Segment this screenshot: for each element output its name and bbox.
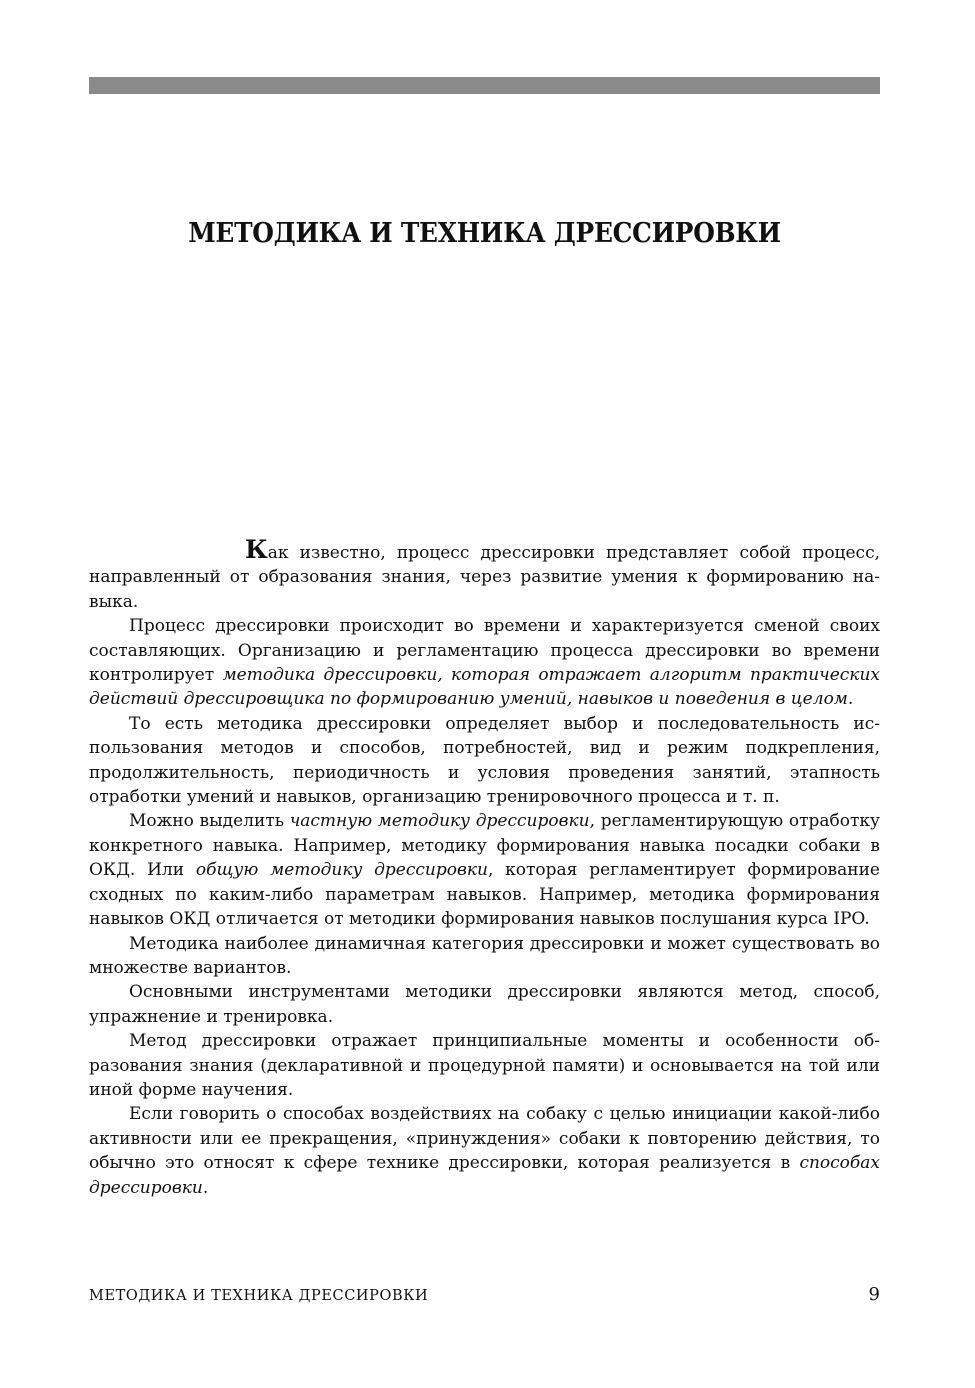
paragraph-4-middle: , регламентирующую отработку конкретного навыка. Например, методику формирования навыка посадки собаки в ОКД. Или (89, 811, 880, 881)
paragraph-1-text: ак известно, процесс дрессировки представляет собой процесс, направленный от образования знания, через развитие умения к формированию навыка. (89, 543, 880, 612)
paragraph-8-italic: способах дрессировки (89, 1153, 880, 1198)
page-number: 9 (868, 1284, 880, 1305)
paragraph-2-italic: методика дрессировки, которая отражает алгоритм практических действий дрессировщика по формированию умений, навыков и поведения в целом (89, 665, 880, 710)
paragraph-6: Основными инструментами методики дрессировки являются метод, способ, упражнение и тренировка. (89, 982, 880, 1027)
paragraph-8 (89, 1102, 880, 1200)
drop-cap: К (245, 535, 268, 564)
paragraph-7: Метод дрессировки отражает принципиальные моменты и особенности образования знания (декларативной и процедурной памяти) и основывается на той или иной форме научения. (89, 1031, 880, 1100)
paragraph-1 (89, 535, 880, 614)
paragraph-2 (89, 614, 880, 712)
paragraph-2-end: . (847, 689, 854, 710)
top-rule (89, 77, 880, 94)
paragraph-2-text: Процесс дрессировки происходит во времени и характеризуется сменой своих составляющих. Организацию и регламентацию процесса дрессировки во времени контролирует (89, 616, 880, 686)
chapter-title: МЕТОДИКА И ТЕХНИКА ДРЕССИРОВКИ (188, 218, 781, 249)
paragraph-5: Методика наиболее динамичная категория дрессировки и может существовать во множестве вариантов. (89, 933, 880, 978)
paragraph-4 (89, 809, 880, 931)
footer-running-title: МЕТОДИКА И ТЕХНИКА ДРЕССИРОВКИ (89, 1288, 429, 1304)
paragraph-4-end: , которая регламентирует формирование сходных по каким-либо параметрам навыков. Например, методика формирования навыков ОКД отличается от методики формирования навыков послушания курса IPO. (89, 860, 880, 930)
paragraph-4-text: Можно выделить (129, 811, 290, 832)
paragraph-8-end: . (202, 1177, 209, 1198)
paragraph-3: То есть методика дрессировки определяет выбор и последовательность использования методов и способов, потребностей, вид и режим подкрепления, продолжительность, периодичность и условия проведения занятий, этапность отработки умений и навыков, организацию тренировочного процесса и т. п. (89, 713, 880, 808)
paragraph-4-italic-2: общую методику дрессировки (195, 860, 488, 881)
paragraph-4-italic-1: частную методику дрессировки (289, 811, 590, 832)
body-text (89, 535, 880, 1200)
paragraph-8-text: Если говорить о способах воздействиях на собаку с целью инициации какой-либо активности или ее прекращения, «принуждения» собаки к повторению действия, то обычно это относят к сфере технике дрессировки, которая реализуется в (89, 1104, 880, 1174)
